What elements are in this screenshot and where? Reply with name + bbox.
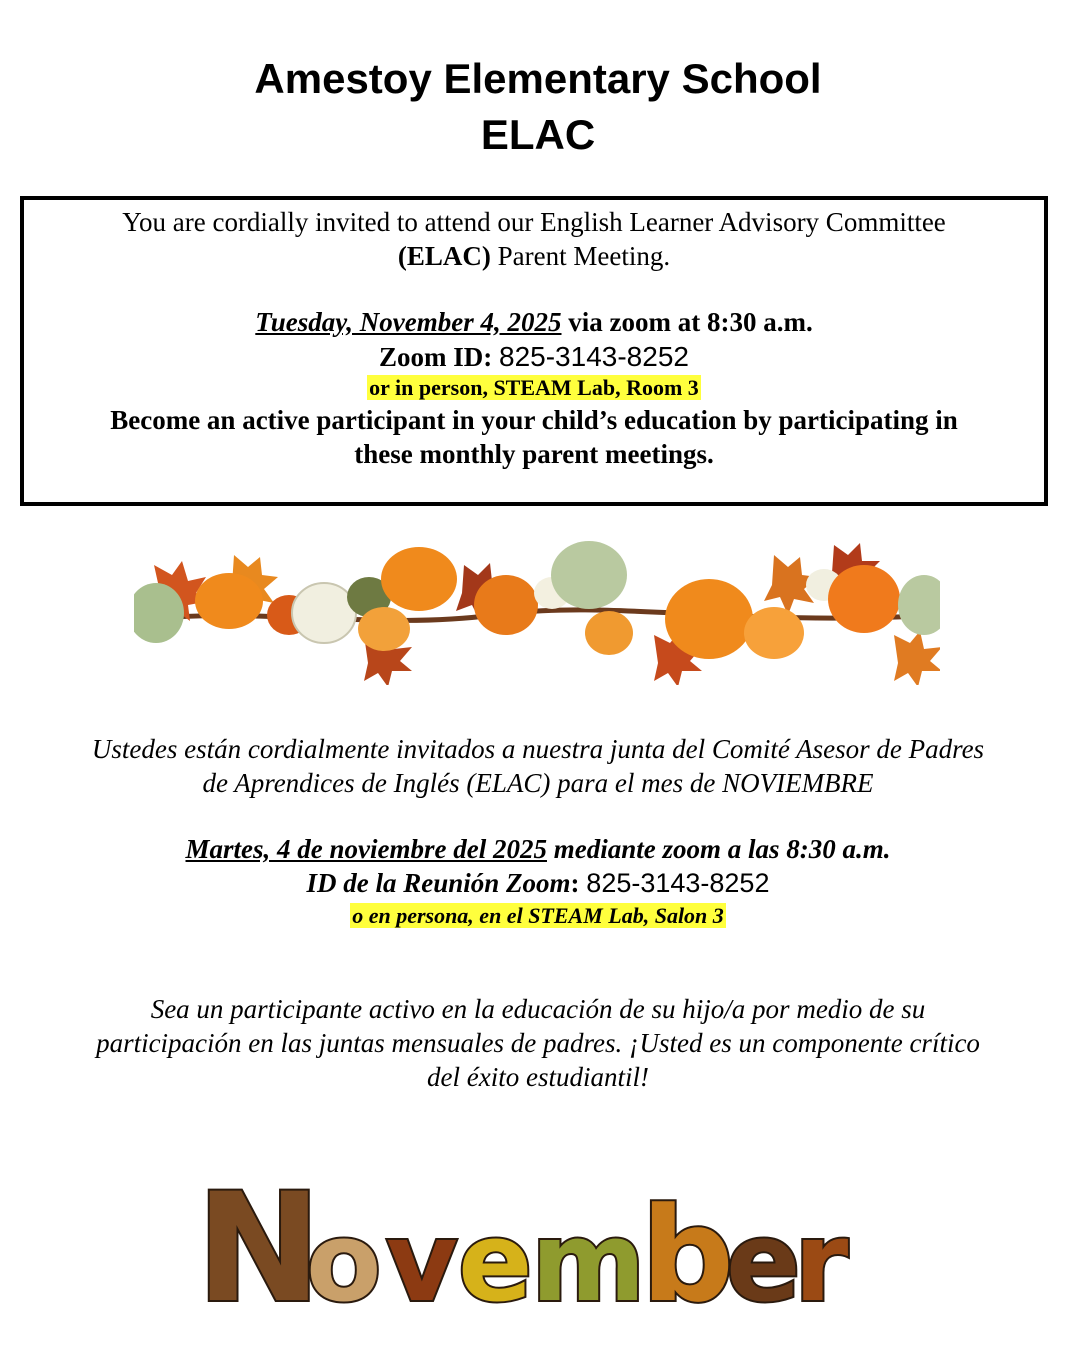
november-word-art: [196, 1160, 876, 1320]
in-person-line: [24, 374, 1044, 402]
svg-text:v: v: [386, 1198, 458, 1320]
school-title: Amestoy Elementary School: [254, 55, 822, 102]
es-date-line: [0, 833, 1076, 866]
invite-line-1: You are cordially invited to attend our English Learner Advisory Committee: [122, 207, 946, 237]
elac-abbrev: (ELAC): [397, 241, 491, 271]
es-intro-line-2: de Aprendices de Inglés (ELAC) para el mes de NOVIEMBRE: [202, 768, 874, 798]
es-intro-line-1: Ustedes están cordialmente invitados a nuestra junta del Comité Asesor de Padres: [91, 734, 985, 764]
in-person-highlight: or in person, STEAM Lab, Room 3: [369, 375, 699, 400]
svg-text:b: b: [641, 1179, 735, 1320]
pumpkin-icon: [134, 541, 940, 659]
es-zoom-colon: :: [570, 868, 587, 898]
meeting-date-line: [24, 306, 1044, 338]
es-zoom-line: [0, 867, 1076, 900]
es-cta-line-2: participación en las juntas mensuales de padres. ¡Usted es un componente crítico: [96, 1028, 980, 1058]
zoom-id: 825-3143-8252: [499, 341, 689, 372]
svg-text:o: o: [306, 1198, 382, 1320]
svg-text:N: N: [196, 1162, 322, 1320]
committee-title: ELAC: [480, 111, 596, 158]
es-cta-line-3: del éxito estudiantil!: [427, 1062, 649, 1092]
es-meeting-via: mediante zoom a las 8:30 a.m.: [546, 834, 891, 864]
english-invitation-box: [20, 196, 1048, 506]
svg-text:e: e: [726, 1198, 801, 1320]
es-in-person-highlight: o en persona, en el STEAM Lab, Salon 3: [352, 903, 724, 928]
es-zoom-id: 825-3143-8252: [586, 868, 770, 898]
zoom-line: [24, 341, 1044, 373]
es-meeting-date: Martes, 4 de noviembre del 2025: [185, 834, 547, 864]
es-cta-line-1: Sea un participante activo en la educación de su hijo/a por medio de su: [150, 994, 926, 1024]
svg-text:r: r: [794, 1198, 849, 1320]
cta-line-1: Become an active participant in your child’s education by participating in: [110, 405, 958, 435]
svg-text:m: m: [531, 1198, 646, 1320]
invite-line-2-rest: Parent Meeting.: [490, 241, 671, 271]
svg-text:e: e: [458, 1198, 533, 1320]
invite-line-2: [24, 240, 1044, 272]
zoom-label: Zoom ID:: [379, 342, 500, 372]
cta-line-2: these monthly parent meetings.: [354, 439, 714, 469]
es-zoom-label: ID de la Reunión Zoom: [306, 868, 571, 898]
autumn-pumpkin-garland: [134, 535, 940, 685]
meeting-via: via zoom at 8:30 a.m.: [561, 307, 813, 337]
es-in-person-line: [0, 902, 1076, 930]
meeting-date: Tuesday, November 4, 2025: [255, 307, 562, 337]
